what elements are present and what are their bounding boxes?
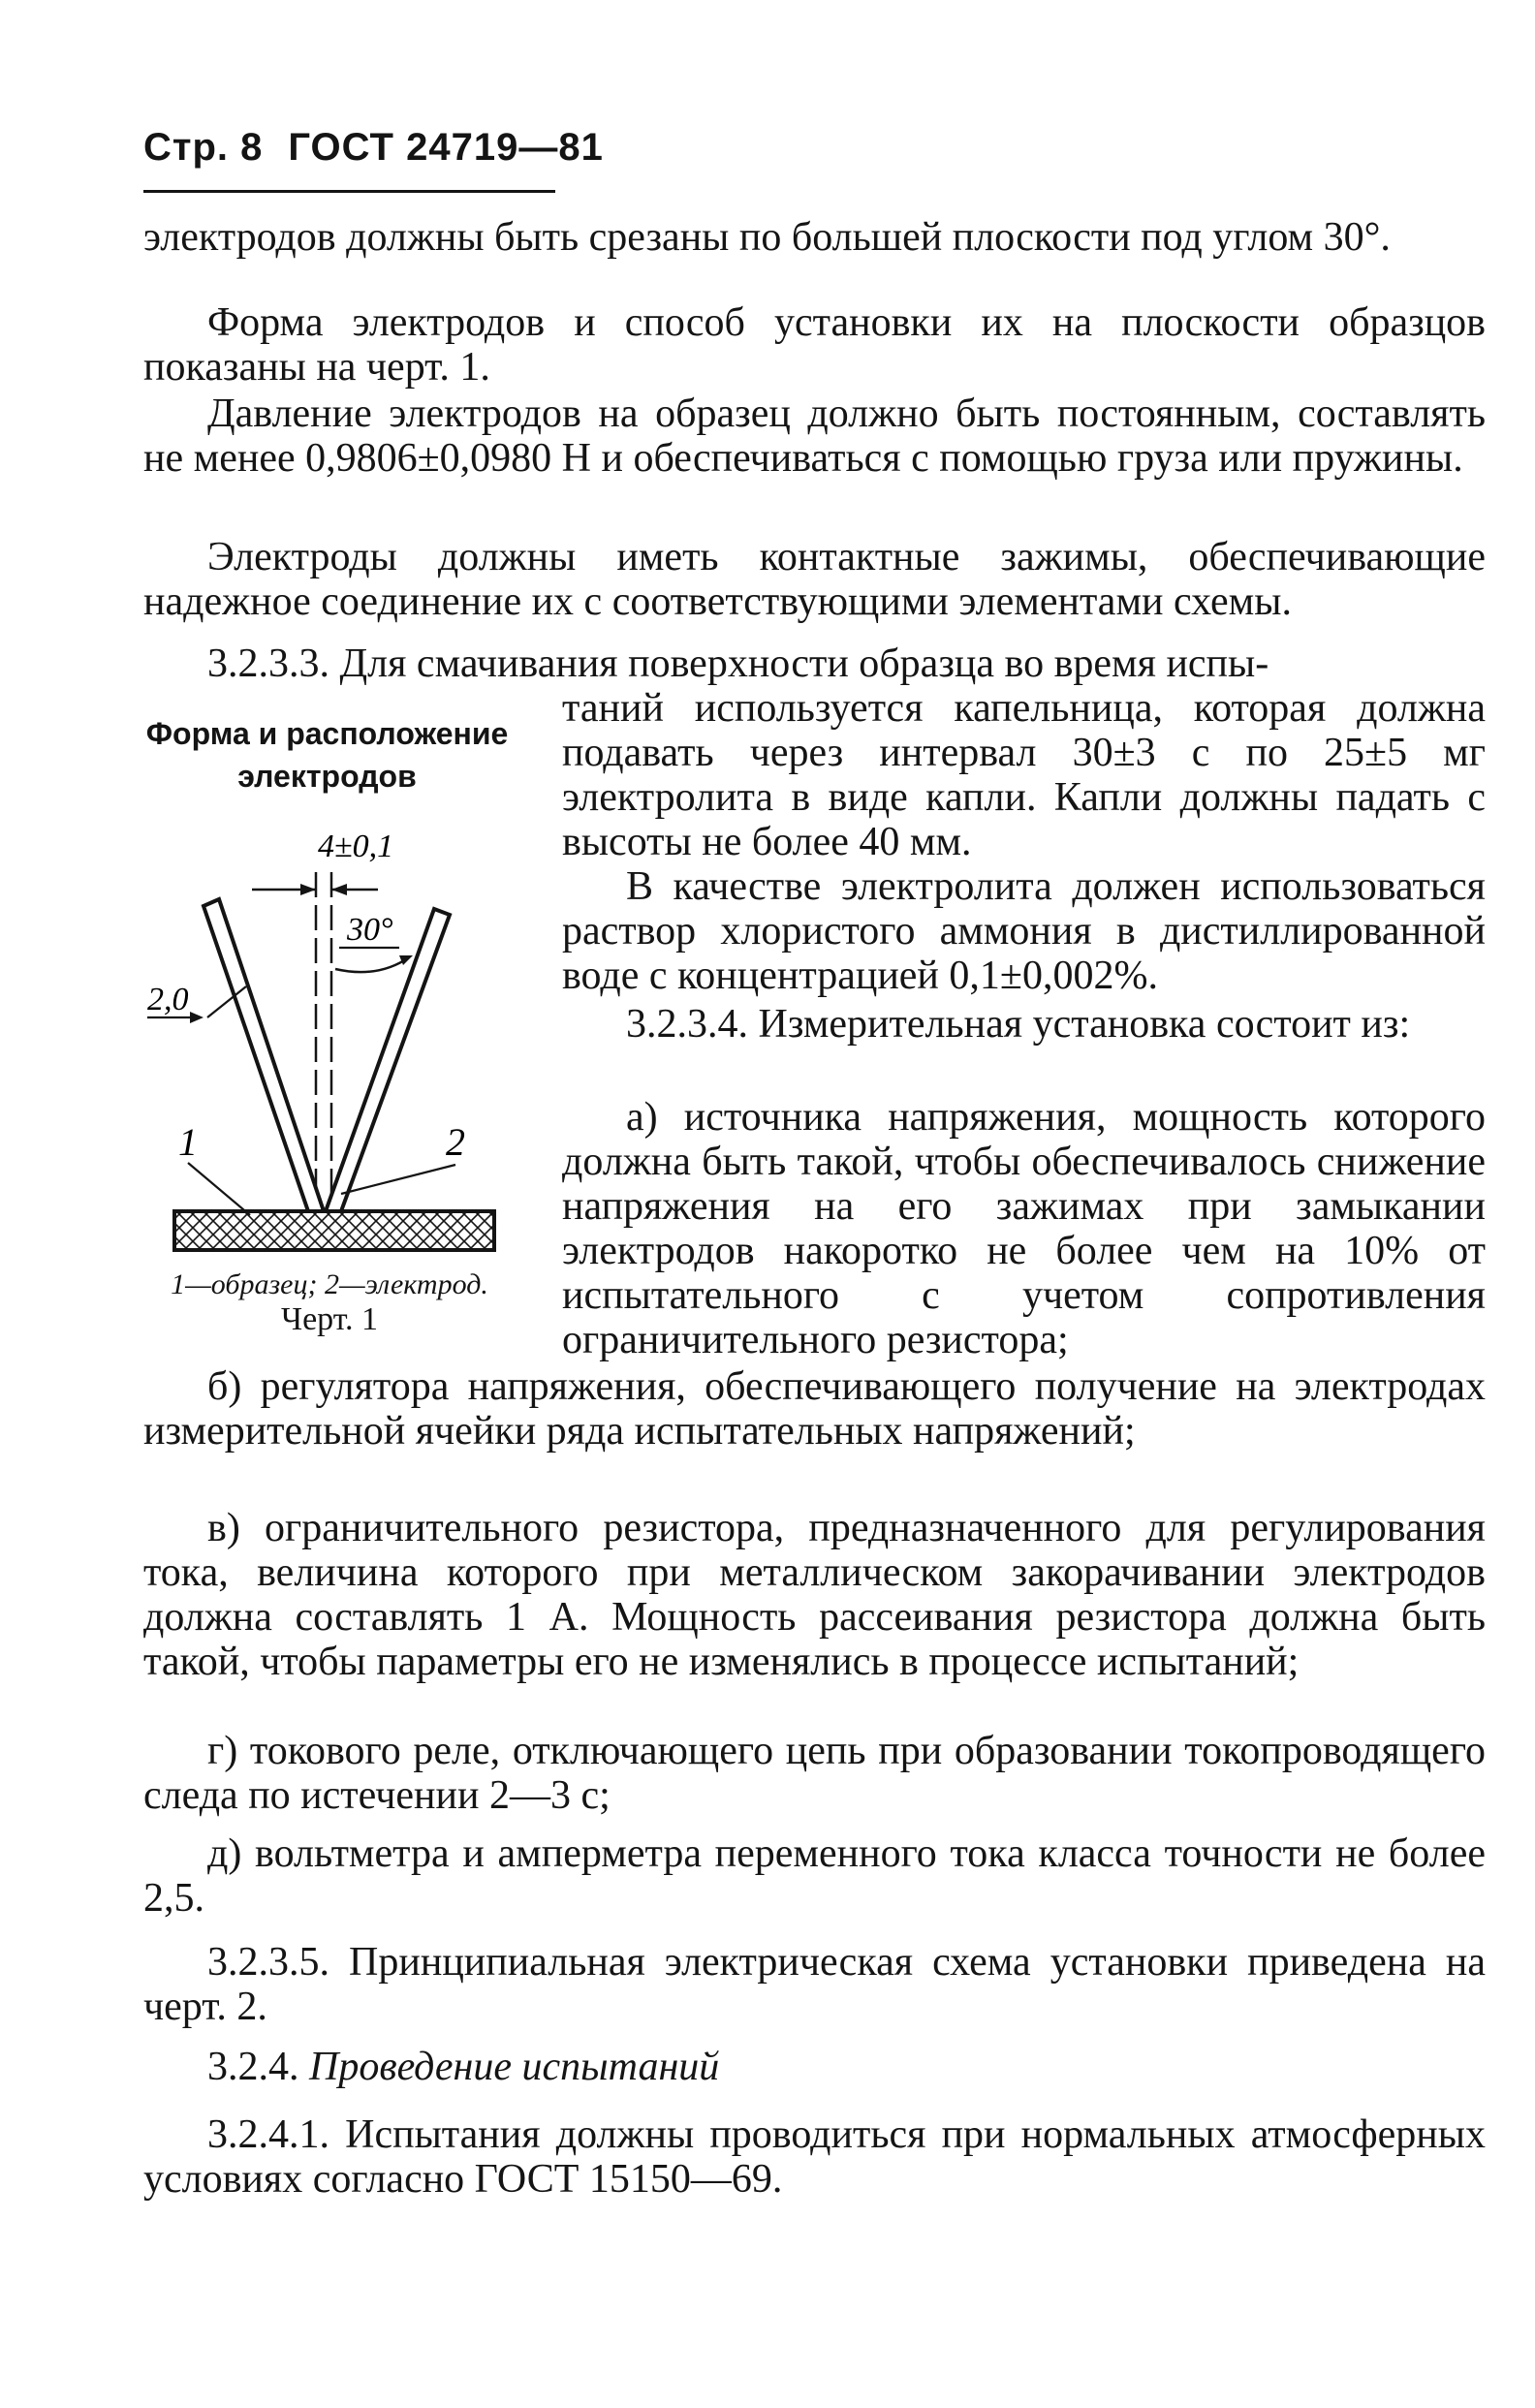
paragraph: 3.2.3.4. Измерительная установка состоит из: <box>626 1002 1411 1047</box>
figure-caption: 1—образец; 2—электрод. <box>171 1268 488 1300</box>
section-number: 3.2.4. <box>207 2045 299 2089</box>
figure-number: Черт. 1 <box>280 1301 379 1337</box>
section-title: Проведение испытаний <box>309 2045 720 2089</box>
arrow-head <box>300 884 316 895</box>
paragraph: Форма электродов и способ установки их на плоскости образцов показаны на черт. 1. <box>143 300 1486 390</box>
paragraph: таний используется капельница, которая должна подавать через интервал 30±3 с по 25±5 мг электролита в виде капли. Капли должны падать с высоты не более 40 мм. <box>562 686 1486 864</box>
paragraph: 3.2.3.3. Для смачивания поверхности образца во время испы- <box>207 641 1269 686</box>
paragraph: б) регулятора напряжения, обеспечивающего получение на электродах измерительной ячейки ряда испытательных напряжений; <box>143 1364 1486 1454</box>
arrow-head <box>190 1012 204 1023</box>
page-header <box>143 126 604 170</box>
leader-line <box>188 1163 250 1215</box>
angle-arc <box>335 957 409 972</box>
paragraph: г) токового реле, отключающего цепь при образовании токопроводящего следа по истечении 2—3 с; <box>143 1729 1486 1818</box>
paragraph: а) источника напряжения, мощность которого должна быть такой, чтобы обеспечивалось снижение напряжения на его зажимах при замыкании электродов накоротко не более чем на 10% от испытательного с учетом сопротивления ограничительного резистора; <box>562 1095 1486 1362</box>
arrow-head <box>331 884 347 895</box>
paragraph: электродов должны быть срезаны по большей плоскости под углом 30°. <box>143 215 1391 260</box>
dim-gap-label: 4±0,1 <box>318 829 394 864</box>
paragraph: 3.2.4.1. Испытания должны проводиться при нормальных атмосферных условиях согласно ГОСТ 15150—69. <box>143 2112 1486 2202</box>
paragraph: д) вольтметра и амперметра переменного тока класса точности не более 2,5. <box>143 1831 1486 1921</box>
label-sample: 1 <box>178 1120 198 1164</box>
header-rule <box>143 190 555 193</box>
page-number: Стр. 8 <box>143 126 264 169</box>
sample-plate <box>174 1211 494 1250</box>
standard-code: ГОСТ 24719—81 <box>288 126 604 169</box>
electrode-left <box>204 899 324 1211</box>
paragraph: В качестве электролита должен использоваться раствор хлористого аммония в дистиллированной воде с концентрацией 0,1±0,002%. <box>562 864 1486 998</box>
paragraph: Электроды должны иметь контактные зажимы, обеспечивающие надежное соединение их с соответствующими элементами схемы. <box>143 535 1486 624</box>
electrode-figure <box>145 814 514 1269</box>
label-electrode: 2 <box>446 1120 465 1164</box>
paragraph: Давление электродов на образец должно быть постоянным, составлять не менее 0,9806±0,0980 Н и обеспечиваться с помощью груза или пружины. <box>143 391 1486 481</box>
dim-angle-label: 30° <box>347 912 393 948</box>
section-heading <box>143 2045 1486 2089</box>
dim-thickness-label: 2,0 <box>147 982 189 1017</box>
paragraph: в) ограничительного резистора, предназначенного для регулирования тока, величина которого при металлическом закорачивании электродов должна составлять 1 А. Мощность рассеивания резистора должна быть такой, чтобы параметры его не изменялись в процессе испытаний; <box>143 1506 1486 1684</box>
figure-title: Форма и расположение электродов <box>145 716 509 794</box>
arrow-head <box>399 955 413 965</box>
electrode-right <box>326 909 450 1211</box>
paragraph: 3.2.3.5. Принципиальная электрическая схема установки приведена на черт. 2. <box>143 1940 1486 2029</box>
